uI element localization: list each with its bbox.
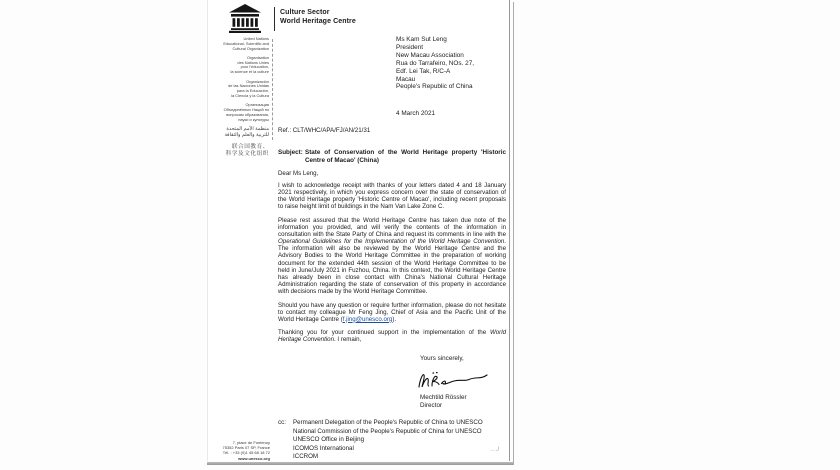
cc-item: ICCROM [293, 453, 319, 461]
org-name-fr [208, 56, 269, 75]
org-name-es [208, 80, 269, 99]
body-paragraph-2 [278, 217, 506, 295]
reference-line: Ref.: CLT/WHC/APA/FJ/AN/21/31 [278, 127, 371, 134]
unesco-website-link[interactable]: www.unesco.org [238, 455, 270, 461]
org-name-line: Educational, Scientific and [223, 40, 269, 46]
cc-block [278, 419, 483, 462]
org-name-line: Организация [245, 102, 269, 108]
org-name-line: la Ciencia y la Cultura [231, 92, 269, 98]
org-name-line: 科学及文化组织 [225, 150, 269, 157]
subject-text: State of Conservation of the World Heritage property 'Historic Centre of Macao' (China) [305, 149, 506, 164]
cc-list [293, 419, 483, 462]
signatory-block [420, 394, 467, 409]
italic-text: Operational Guidelines for the Implementation of the World Heritage Convention [278, 238, 505, 246]
letter-date: 4 March 2021 [396, 110, 436, 117]
cc-label: cc: [278, 419, 286, 426]
org-name-line: منظمة الأمم المتحدة [226, 126, 269, 133]
org-name-line: la science et la culture [230, 69, 269, 75]
cc-item: Permanent Delegation of the People's Republic of China to UNESCO [293, 419, 483, 426]
org-name-line: Organisation [246, 54, 269, 60]
recipient-line: Macau [396, 75, 416, 83]
org-name-line: pour l'éducation, [240, 64, 269, 70]
closing-phrase: Yours sincerely, [420, 355, 464, 362]
org-name-line: des Nations Unies [237, 59, 269, 65]
body-paragraph-4 [278, 329, 506, 343]
recipient-line: People's Republic of China [396, 83, 473, 91]
org-name-line: науки и культуры [238, 116, 269, 122]
handwritten-signature [411, 365, 493, 396]
salutation: Dear Ms Leng, [278, 170, 319, 177]
body-text-segment: Should you have any question or require further information, please do not hesitate to contact my colleague Mr Feng Jing, Chief of Asia and the Pacific Unit of the World Heritage Centre ( [278, 301, 506, 323]
org-name-en [208, 37, 269, 51]
org-name-line: de las Naciones Unidas [228, 83, 269, 89]
org-names-multilingual [208, 37, 269, 163]
footer-address-line: 75352 Paris 07 SP, France [222, 445, 270, 451]
letterhead-footer-address [208, 440, 270, 461]
header-divider [274, 7, 275, 31]
subject-line [278, 149, 506, 164]
cc-item: UNESCO Office in Beijing [293, 436, 365, 444]
org-name-line: Cultural Organization [232, 45, 269, 51]
org-name-line: للتربية والعلم والثقافة [224, 132, 269, 139]
recipient-line: Edf. Lei Tak, R/C-A [396, 67, 451, 75]
org-name-line: Объединённых Наций по [223, 107, 269, 113]
footer-address-lines [208, 440, 270, 456]
signatory-title: Director [420, 401, 443, 409]
sector-name: Culture Sector [280, 9, 330, 16]
sidebar-dashed-rule [272, 39, 273, 140]
letterhead-sector-title [280, 9, 356, 26]
body-text-segment: . I remain, [333, 336, 362, 344]
org-name-line: para la Educación, [236, 88, 269, 94]
cc-item: ICOMOS International [293, 444, 354, 452]
body-text-segment: I wish to acknowledge receipt with thanks of your letters dated 4 and 18 January 2021 respectively, in which you express concern over the state of conservation of the World Heritage property 'Historic Centre of Macao', including recent proposals to raise height limit of buildings in the Nam Van Lake Zone C. [278, 182, 506, 211]
body-text-segment: ). [392, 315, 397, 323]
letter-page [207, 0, 510, 461]
body-text-segment: Please rest assured that the World Heritage Centre has taken due note of the information you provided, and will verify the contents of the information in consultation with the State Party of China and request its comments in line with the [278, 216, 506, 239]
recipient-line: New Macau Association [396, 51, 464, 59]
body-paragraph-1 [278, 182, 506, 210]
letter-body [278, 170, 506, 350]
org-name-line: вопросам образования, [226, 111, 269, 117]
cc-item: National Commission of the People's Republic of China for UNESCO [293, 427, 482, 435]
recipient-address-block [396, 36, 474, 91]
body-paragraph-3 [278, 302, 506, 323]
body-text-segment: Thanking you for your continued support in the implementation of the [278, 329, 490, 337]
email-link[interactable]: f.jing@unesco.org [342, 315, 393, 323]
subject-label: Subject: [278, 149, 303, 156]
recipient-line: President [396, 43, 423, 51]
footer-address-line: Tél. : +33 (0)1 45 68 18 72 [222, 450, 270, 456]
page-continuation-mark: .../ [491, 447, 500, 453]
org-name-ar [208, 127, 269, 138]
org-name-zh [208, 144, 269, 158]
signatory-name: Mechtild Rössler [420, 394, 467, 401]
org-name-ru [208, 103, 269, 122]
body-text-segment: . The information will also be reviewed by the World Heritage Centre and the Advisory Bodies to the World Heritage Committee in the preparation of working document for the extended 44th session of the World Heritage Committee to be held in June/July 2021 in Fuzhou, China. In this context, the World Heritage Centre has already been in close contact with China's National Cultural Heritage Administration regarding the state of conservation of this property in accordance with decisions made by the World Heritage Committee. [278, 238, 506, 295]
recipient-line: Ms Kam Sut Leng [396, 36, 447, 43]
footer-address-line: 7, place de Fontenoy [232, 440, 270, 445]
org-name-line: United Nations [243, 36, 269, 41]
italic-text: World Heritage Convention [278, 329, 506, 344]
recipient-line: Rua do Tarrafeiro, NOs. 27, [396, 59, 475, 67]
org-name-line: 联合国教育、 [231, 143, 269, 150]
org-name-line: Organización [246, 78, 269, 84]
centre-name: World Heritage Centre [280, 17, 356, 25]
unesco-logo-icon [227, 4, 263, 33]
